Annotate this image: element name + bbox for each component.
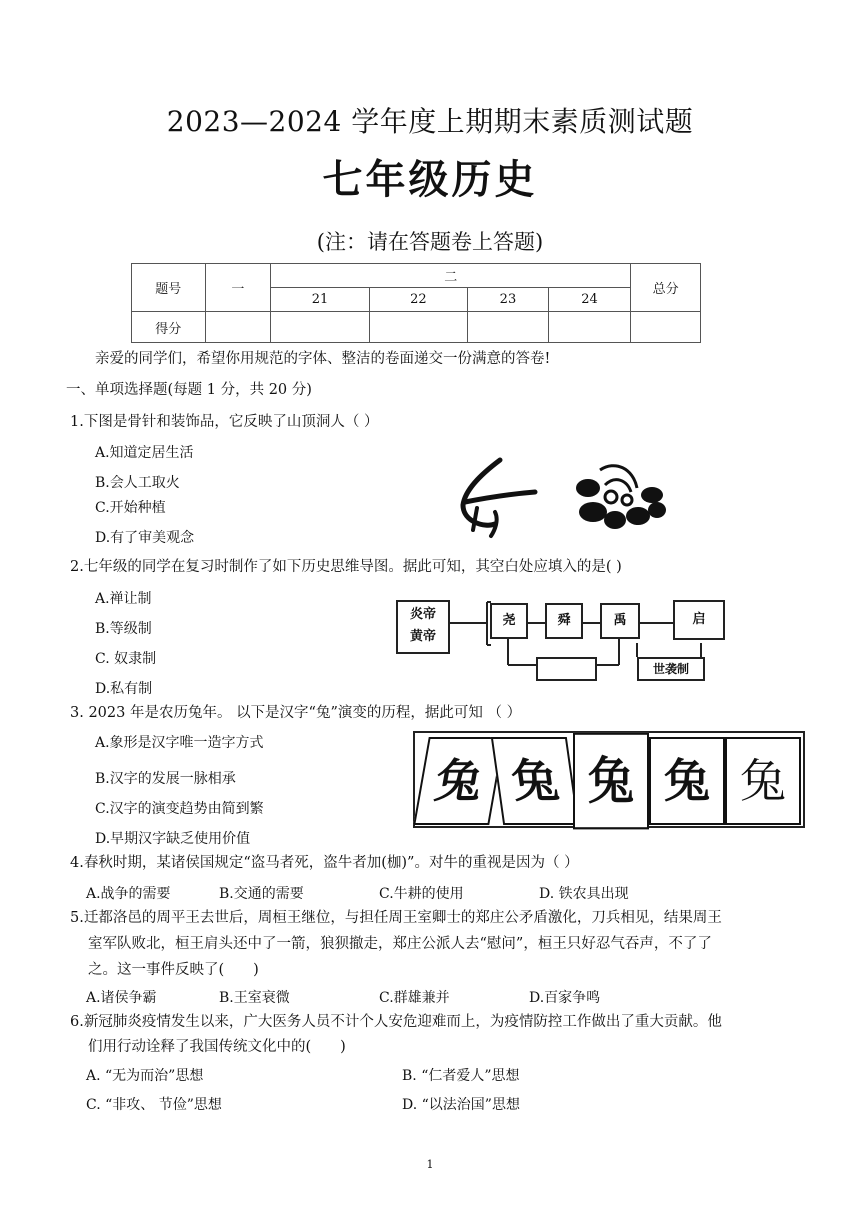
q2-option-a: A.禅让制 xyxy=(95,591,152,607)
score-table-q21: 21 xyxy=(271,288,369,312)
q4-option-d: D. 铁农具出现 xyxy=(539,886,629,902)
mind-map-node-hereditary: 世袭制 xyxy=(637,657,705,681)
q1-option-c: C.开始种植 xyxy=(95,500,166,516)
q6-option-b: B. “仁者爱人”思想 xyxy=(402,1068,520,1084)
score-cell xyxy=(369,312,467,343)
q5-option-c: C.群雄兼并 xyxy=(379,990,450,1006)
score-table-total: 总分 xyxy=(631,264,701,312)
q5-stem-line3: 之。这一事件反映了( ) xyxy=(88,962,259,978)
q5-option-a: A.诸侯争霸 xyxy=(86,990,157,1006)
q1-option-b: B.会人工取火 xyxy=(95,475,180,491)
q4-stem: 4.春秋时期，某诸侯国规定“盗马者死，盗牛者加(枷)”。对牛的重视是因为（ ） xyxy=(70,855,579,871)
q2-option-d: D.私有制 xyxy=(95,681,153,697)
q5-option-d: D.百家争鸣 xyxy=(529,990,601,1006)
mind-map-node-huangdi: 黄帝 xyxy=(409,629,436,644)
q5-stem-line2: 室军队败北，桓王肩头还中了一箭，狼狈撤走，郑庄公派人去“慰问”，桓王只好忍气吞声，不了了 xyxy=(88,936,712,952)
rabbit-glyph-regular: 兔 xyxy=(725,737,801,825)
score-table-q23: 23 xyxy=(468,288,549,312)
q3-stem: 3. 2023 年是农历兔年。 以下是汉字“兔”演变的历程，据此可知 （ ） xyxy=(70,705,522,721)
score-table-label-num: 题号 xyxy=(132,264,206,312)
q2-option-c: C. 奴隶制 xyxy=(95,651,157,667)
exam-note: (注：请在答题卷上答题) xyxy=(316,230,544,254)
score-table-part1: 一 xyxy=(205,264,271,312)
q1-option-a: A.知道定居生活 xyxy=(95,445,194,461)
mind-map-blank-box xyxy=(536,657,597,681)
q5-option-b: B.王室衰微 xyxy=(219,990,290,1006)
q1-stem: 1.下图是骨针和装饰品，它反映了山顶洞人（ ） xyxy=(70,414,379,430)
page-number: 1 xyxy=(426,1158,434,1171)
mind-map-node-yu: 禹 xyxy=(600,603,640,639)
mind-map-node-yandi-huangdi xyxy=(396,600,450,654)
mind-map-node-qi: 启 xyxy=(673,600,725,640)
q6-stem-line2: 们用行动诠释了我国传统文化中的( ) xyxy=(88,1039,346,1055)
q6-stem-line1: 6.新冠肺炎疫情发生以来，广大医务人员不计个人安危迎难而上，为疫情防控工作做出了重大贡献。他 xyxy=(70,1014,722,1030)
rabbit-glyph-oracle: 兔 xyxy=(413,737,505,825)
score-table-part2: 二 xyxy=(271,264,631,288)
q4-option-c: C.牛耕的使用 xyxy=(379,886,464,902)
score-cell xyxy=(271,312,369,343)
q4-option-b: B.交通的需要 xyxy=(219,886,304,902)
score-cell xyxy=(468,312,549,343)
bone-needle-ornament-image xyxy=(455,450,670,545)
exam-title: 2023—2024 学年度上期期末素质测试题 xyxy=(166,105,694,138)
rabbit-glyph-clerical: 兔 xyxy=(649,737,725,825)
q3-option-a: A.象形是汉字唯一造字方式 xyxy=(95,735,264,751)
q1-option-d: D.有了审美观念 xyxy=(95,530,195,546)
rabbit-glyph-bronze: 兔 xyxy=(491,737,579,825)
q2-stem: 2.七年级的同学在复习时制作了如下历史思维导图。据此可知，其空白处应填入的是( ) xyxy=(70,559,622,575)
mind-map-node-yao: 尧 xyxy=(490,603,528,639)
q2-option-b: B.等级制 xyxy=(95,621,152,637)
score-table xyxy=(131,263,701,343)
q3-option-b: B.汉字的发展一脉相承 xyxy=(95,771,236,787)
score-cell xyxy=(631,312,701,343)
score-cell xyxy=(205,312,271,343)
intro-text: 亲爱的同学们，希望你用规范的字体、整洁的卷面递交一份满意的答卷! xyxy=(95,351,551,367)
subject-title: 七年级历史 xyxy=(322,156,538,203)
q3-option-d: D.早期汉字缺乏使用价值 xyxy=(95,831,251,847)
mind-map-node-shun: 舜 xyxy=(545,603,583,639)
score-table-label-score: 得分 xyxy=(132,312,206,343)
q5-stem-line1: 5.迁都洛邑的周平王去世后，周桓王继位，与担任周王室卿士的郑庄公矛盾激化，刀兵相见，结果周王 xyxy=(70,910,722,926)
q6-option-a: A. “无为而治”思想 xyxy=(86,1068,204,1084)
q6-option-d: D. “以法治国”思想 xyxy=(402,1097,520,1113)
rabbit-glyph-seal: 兔 xyxy=(573,733,649,830)
q6-option-c: C. “非攻、 节俭”思想 xyxy=(86,1097,222,1113)
score-cell xyxy=(548,312,631,343)
score-table-q22: 22 xyxy=(369,288,467,312)
q3-option-c: C.汉字的演变趋势由简到繁 xyxy=(95,801,264,817)
q4-option-a: A.战争的需要 xyxy=(86,886,171,902)
mind-map-node-yandi: 炎帝 xyxy=(409,607,436,622)
score-table-q24: 24 xyxy=(548,288,631,312)
section-heading: 一、单项选择题(每题 1 分，共 20 分) xyxy=(66,382,312,398)
